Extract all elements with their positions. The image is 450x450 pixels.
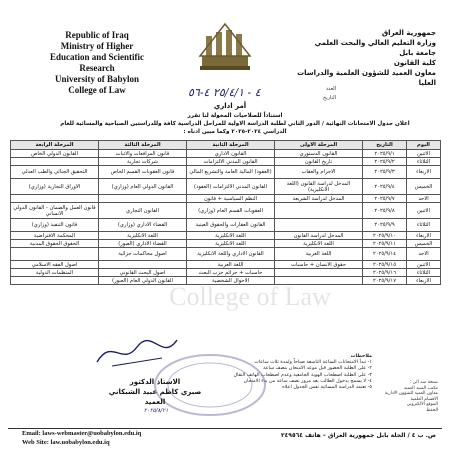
signature-title: الاستاذ الدكتور — [129, 378, 181, 386]
cell-stage2: القانون الاداري — [187, 150, 275, 158]
cell-stage1: اللغة الانكليزية — [275, 240, 363, 248]
header-ar-line: كلية القانون — [393, 59, 436, 67]
cell-stage1 — [275, 203, 363, 219]
cell-stage4 — [11, 248, 99, 261]
header-ar-line: جمهورية العراق — [381, 29, 436, 37]
cell-stage3: قانون العقوبات القسم الخاص — [99, 166, 187, 179]
cell-day: الاثنين — [407, 203, 441, 219]
cell-date: ٢٠٢٥/٩/١٦ — [363, 269, 407, 277]
note-line: ٣- على الطلبة اصطحاب الهوية الجامعية وعدم اصطحاب الهاتف النقال — [233, 372, 372, 378]
cell-date: ٢٠٢٥/٩/١٥ — [363, 261, 407, 269]
copies-heading: نسخة منه الى : — [409, 380, 438, 385]
header-ar-line: معاون العميد للشؤون العلمية والدراسات العليا — [297, 69, 436, 87]
col-header-day: اليوم — [407, 141, 441, 150]
col-header-stage1: المرحلة الاولى — [275, 141, 363, 150]
cell-stage3: اصول البحث القانوني — [99, 269, 187, 277]
cell-stage4: القانون الدولي الخاص — [11, 150, 99, 158]
cell-stage3 — [99, 195, 187, 203]
cell-date: ٢٠٢٥/٩/٧ — [363, 195, 407, 203]
footer-divider — [8, 428, 442, 429]
cell-stage2: القانون المدني الالتزامات (العقود) — [187, 179, 275, 195]
copy-line: الحفظ — [426, 407, 438, 413]
cell-stage3: اصول محاكمات جزائية — [99, 248, 187, 261]
cell-stage4: الاوراق التجارية (وزاري) — [11, 179, 99, 195]
cell-stage2: النظم السياسية + قانون — [187, 195, 275, 203]
cell-day: الثلاثاء — [407, 158, 441, 166]
cell-stage1: تاريخ القانون — [275, 158, 363, 166]
header-arabic — [286, 28, 436, 88]
cell-stage3: اللغة الانكليزية — [99, 232, 187, 240]
cell-date: ٢٠٢٥/٩/٣ — [363, 166, 407, 179]
cell-stage1: المدخل لدراسة القانون (اللغة الانكليزية) — [275, 179, 363, 195]
handwritten-ref: ٤ - ٢٥/٤/١ ٤-٥٦ — [188, 86, 261, 99]
intro-text — [40, 112, 430, 136]
footer-address: ص. ب ٤ / الحلة بابل جمهورية العراق – هاتف ٢٤٩٥٦٤ — [280, 432, 436, 439]
cell-stage1 — [275, 219, 363, 232]
cell-stage2: العقوبات القسم العام (وزاري) — [187, 203, 275, 219]
copy-line: الموقع الالكتروني — [406, 402, 438, 408]
header-ar-line: وزارة التعليم العالي والبحث العلمي — [314, 39, 436, 47]
cell-stage3: قانون المرافعات والاثبات — [99, 150, 187, 158]
cell-date: ٢٠٢٥/٩/٨ — [363, 203, 407, 219]
note-line: ٥- تعتمد الدراسة المسائية نفس الجدول اعلاه — [282, 385, 372, 391]
table-row — [11, 166, 441, 179]
cell-stage4 — [11, 277, 99, 285]
ref-date-label: التاريخ — [323, 95, 336, 101]
table-row — [11, 195, 441, 203]
table-row — [11, 240, 441, 248]
cell-stage1: القانون الدستوري — [275, 150, 363, 158]
copies-list — [308, 380, 438, 414]
col-header-stage2: المرحلة الثانية — [187, 141, 275, 150]
table-row — [11, 219, 441, 232]
cell-stage4: الحقوق الحقوق المدنية — [11, 240, 99, 248]
cell-stage4: المحكمة الافتراضية — [11, 232, 99, 240]
cell-stage2: الاحوال الشخصية — [187, 277, 275, 285]
notes-heading: ملاحظات — [350, 354, 372, 359]
signature-role: العميد — [144, 398, 166, 406]
cell-day: الاربعاء — [407, 277, 441, 285]
cell-date: ٢٠٢٥/٩/٤ — [363, 179, 407, 195]
cell-day: الاثنين — [407, 150, 441, 158]
signature-name: صبري كاظم عبيد الشبكاني — [108, 388, 202, 396]
header-en-line: Education and Scientific — [49, 52, 144, 62]
intro-line: استناداً للصلاحيات المخولة لنا تقرر — [187, 113, 283, 119]
table-row — [11, 158, 441, 166]
cell-stage4: اصول الفقه الاسلامي — [11, 261, 99, 269]
intro-line: الدراسي ٢٠٢٤-٢٠٢٥ وكما مبين ادناه : — [183, 129, 287, 135]
cell-day: الاحد — [407, 248, 441, 261]
header-en-line: Research — [79, 63, 115, 73]
cell-stage1: حقوق الانسان + حاسبات — [275, 261, 363, 269]
cell-stage4: قانون التنفيذ (وزاري) — [11, 219, 99, 232]
cell-day: الثلاثاء — [407, 219, 441, 232]
cell-stage2: (العقود) المالية العامة والتشريع المالي — [187, 166, 275, 179]
cell-stage3: القانون التجاري — [99, 203, 187, 219]
cell-stage2: اللغة العربية — [187, 261, 275, 269]
cell-stage1: الاجرام والعقاب — [275, 166, 363, 179]
note-line: ٤- لا يسمح بدخول الطالب بعد مرور نصف ساعة من بدء الامتحان — [243, 378, 372, 384]
cell-date: ٢٠٢٥/٩/١١ — [363, 240, 407, 248]
college-watermark — [150, 250, 350, 340]
cell-stage4: قانون العمل والضمان - القانون الدولي الانساني — [11, 203, 99, 219]
cell-date: ٢٠٢٥/٩/٢ — [363, 158, 407, 166]
table-row — [11, 150, 441, 158]
header-ar-line: جامعة بابل — [399, 49, 436, 57]
cell-stage4 — [11, 158, 99, 166]
copy-line: الاقسام العلمية — [410, 396, 438, 402]
cell-day: الاحد — [407, 195, 441, 203]
footer-email[interactable]: Email: laws-webmaster@uobabylon.edu.iq — [22, 430, 142, 437]
header-en-line: Ministry of Higher — [60, 41, 134, 51]
cell-stage2: القانون المدني الالتزامات — [187, 158, 275, 166]
copy-line: معاون العميد للشؤون الادارية — [384, 391, 438, 397]
cell-stage2: القانون الاداري واللغة الانكليزية — [187, 248, 275, 261]
cell-date: ٢٠٢٥/٩/١٤ — [363, 248, 407, 261]
cell-stage3: القضاء الاداري (العبور) — [99, 240, 187, 248]
header-en-line: Republic of Iraq — [65, 30, 129, 40]
cell-date: ٢٠٢٥/٩/١ — [363, 150, 407, 158]
cell-date: ٢٠٢٥/٩/١٠ — [363, 232, 407, 240]
cell-stage2: القانون العقارات والحقوق العينية — [187, 219, 275, 232]
cell-stage3: القضاء الاداري (وزاري) — [99, 219, 187, 232]
signature-scribble-icon — [92, 332, 182, 372]
cell-stage1: المدخل لدراسة القانون — [275, 232, 363, 240]
table-header-row — [11, 141, 441, 150]
cell-date: ٢٠٢٥/٩/١٧ — [363, 277, 407, 285]
signature-date: ٢٠٢٥/٨/٢١ — [143, 408, 169, 414]
cell-stage3: القانون الدولي العام (العبور) — [99, 277, 187, 285]
cell-date: ٢٠٢٥/٩/٩ — [363, 219, 407, 232]
header-en-line: College of Law — [68, 85, 126, 95]
cell-stage2: اللغة الانكليزية — [187, 232, 275, 240]
footer-website[interactable]: Web Site: law.uobabylon.edu.iq — [22, 439, 110, 446]
table-row — [11, 203, 441, 219]
col-header-stage3: المرحلة الثالثة — [99, 141, 187, 150]
cell-stage4 — [11, 195, 99, 203]
cell-stage4: المنظمات الدولية — [11, 269, 99, 277]
cell-stage1: اللغة العربية — [275, 248, 363, 261]
cell-day: الاربعاء — [407, 232, 441, 240]
document-title: أمر اداري — [213, 102, 247, 110]
table-row — [11, 179, 441, 195]
col-header-stage4: المرحلة الرابعة — [11, 141, 99, 150]
table-row — [11, 232, 441, 240]
note-line: ١- تبدأ الامتحانات الساعة التاسعة صباحاً ولمدة ثلاث ساعات — [254, 360, 372, 366]
cell-stage4: التحقيق الجنائي والطب العدلي — [11, 166, 99, 179]
cell-day: الخميس — [407, 240, 441, 248]
col-header-date: التاريخ — [363, 141, 407, 150]
header-en-line: University of Babylon — [54, 74, 139, 84]
cell-day: الخميس — [407, 179, 441, 195]
cell-stage3: القانون الدولي العام (وزاري) — [99, 179, 187, 195]
intro-line: اعلان جدول الامتحانات النهائية / الدور الثاني لطلبة الدراسة الاولية للمراحل الدراسية كافة وللدراستين الصباحية والمسائية للعام — [60, 121, 410, 127]
university-logo-icon — [196, 22, 254, 74]
copy-line: مكتب السيد العميد — [403, 385, 438, 391]
watermark-text: College of Law — [169, 282, 331, 311]
cell-day: الاربعاء — [407, 166, 441, 179]
cell-stage3: شركات تجارية — [99, 158, 187, 166]
note-line: ٢- على الطلبة الحضور قبل موعد الامتحان بنصف ساعة — [263, 366, 372, 372]
cell-day: الاثنين — [407, 261, 441, 269]
cell-stage2: اللغة الانكليزية — [187, 240, 275, 248]
cell-day: الثلاثاء — [407, 269, 441, 277]
ref-number-label: العدد — [325, 86, 336, 92]
cell-stage2: حاسبات + جرائم حزب البعث — [187, 269, 275, 277]
cell-stage1: المدخل لدراسة الشريعة — [275, 195, 363, 203]
